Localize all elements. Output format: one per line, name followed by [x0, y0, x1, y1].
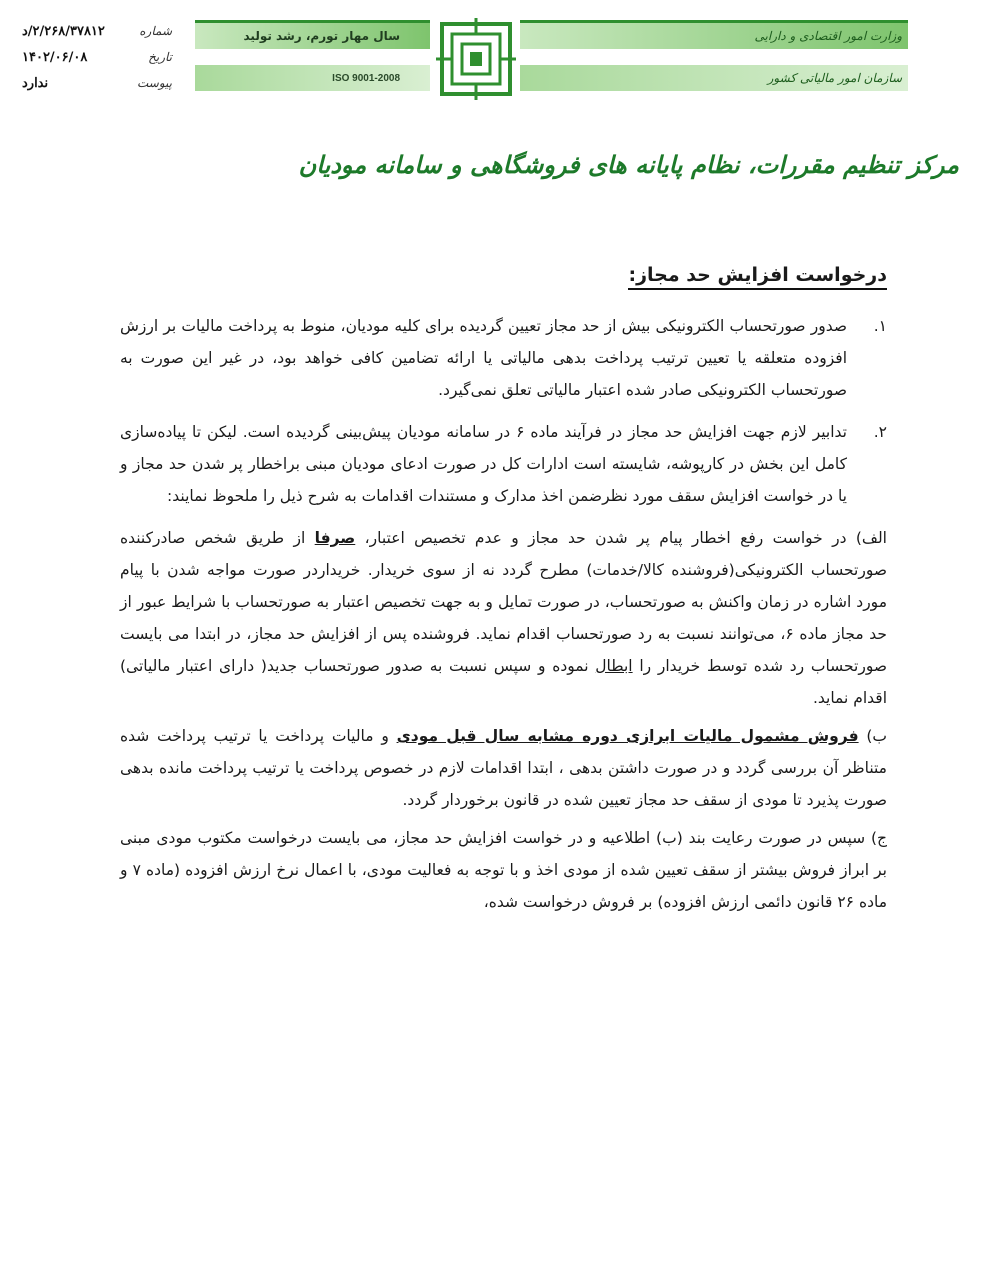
letter-metadata: [22, 18, 172, 96]
alef-text-1: الف) در خواست رفع اخطار پیام پر شدن حد مجاز و عدم تخصیص اعتبار،: [364, 529, 887, 547]
slogan-banner: [195, 20, 430, 105]
item-2-text: تدابیر لازم جهت افزایش حد مجاز در فرآیند ماده ۶ در سامانه مودیان پیش‌بینی گردیده است. لیکن تا پیاده‌سازی کامل این بخش در کارپوشه، شایسته است ادارات کل در صورت ادعای مودیان مبنی براخطار پر شدن حد مجاز و یا در خواست افزایش سقف مورد نظرضمن اخذ مدارک و مستندات اقدامات به شرح ذیل را ملحوظ نمایند:: [120, 423, 847, 505]
date-label: تاریخ: [148, 50, 172, 64]
attachment-label: پیوست: [137, 76, 172, 90]
letter-date-row: [22, 44, 172, 70]
letter-number-row: [22, 18, 172, 44]
item-2-number: ۲.: [873, 423, 887, 441]
jim-text: ج) سپس در صورت رعایت بند (ب) اطلاعیه و در خواست افزایش حد مجاز، می بایست درخواست مکتوب مودی مبنی بر ابراز فروش بیشتر از سقف تعیین شده از مودی اخذ و با توجه به فعالیت مودی، با اعمال نرخ ارزش افزوده (ماده ۷ و ماده ۲۶ قانون دائمی ارزش افزوده) بر فروش درخواست شده،: [120, 829, 887, 911]
tax-organization-emblem-icon: [436, 18, 516, 100]
organization-name: سازمان امور مالیاتی کشور: [767, 71, 902, 85]
letter-attachment-row: [22, 70, 172, 96]
number-value: ۲/۲۶۸/۳۷۸۱۲/د: [22, 23, 105, 39]
iso-band: [195, 65, 430, 91]
letter-heading: درخواست افزایش حد مجاز:: [628, 264, 887, 290]
be-text: و مالیات پرداخت یا ترتیب پرداخت شده متناظر آن بررسی گردد و در صورت داشتن بدهی ، ابتدا اقدامات لازم در خصوص پرداخت یا ترتیب پرداخت مانده بدهی صورت پذیرد تا مودی از سقف حد مجاز تعیین شده در قانون برخوردار گردد.: [120, 727, 887, 809]
item-1-text: صدور صورتحساب الکترونیکی بیش از حد مجاز تعیین گردیده برای کلیه مودیان، منوط به پرداخت مالیات بر ارزش افزوده متعلقه یا تعیین ترتیب پرداخت بدهی مالیاتی یا ارائه تضامین کافی خواهد بود، در غیر این صورت به صورتحساب الکترونیکی صادر شده اعتبار مالیاتی تعلق نمی‌گیرد.: [120, 317, 847, 399]
ministry-name: وزارت امور اقتصادی و دارایی: [754, 29, 902, 43]
alef-text-2: از طریق شخص صادرکننده صورتحساب الکترونیکی(فروشنده کالا/خدمات) مطرح گردد نه از سوی خریدار. خریداردر صورت مواجه شدن با پیام مورد اشاره در زمان واکنش به صورتحساب، در صورت تمایل و به جهت تخصیص اعتبار به صورتحساب با شرایط عبور از حد مجاز ماده ۶، می‌توانند نسبت به رد صورتحساب اقدام نماید. فروشنده پس از افزایش حد مجاز، در ابتدا می بایست صورتحساب رد شده توسط خریدار را: [120, 529, 888, 675]
date-value: ۱۴۰۲/۰۶/۰۸: [22, 49, 88, 65]
sub-item-be: [120, 720, 887, 816]
ministry-band: [520, 23, 908, 49]
item-1-number: ۱.: [873, 317, 887, 335]
item-2: [120, 416, 887, 512]
be-emphasis: فروش مشمول مالیات ابرازی دوره مشابه سال قبل مودی: [396, 727, 859, 745]
number-label: شماره: [139, 24, 172, 38]
attachment-value: ندارد: [22, 75, 49, 91]
slogan-band: [195, 23, 430, 49]
alef-underline: ابطال: [595, 657, 633, 675]
be-label: ب): [866, 727, 887, 745]
letter-body: [120, 310, 887, 924]
item-1: [120, 310, 887, 406]
slogan-text: سال مهار تورم، رشد تولید: [243, 29, 400, 43]
alef-emphasis: صرفا: [314, 529, 356, 547]
sub-item-jim: [120, 822, 887, 918]
center-title: مرکز تنظیم مقررات، نظام پایانه های فروشگاهی و سامانه مودیان: [298, 150, 959, 179]
alef-text-3: نموده و سپس نسبت به صدور صورتحساب جدید( دارای اعتبار مالیاتی) اقدام نماید.: [120, 657, 887, 707]
sub-item-alef: [120, 522, 887, 714]
organization-band: [520, 65, 908, 91]
iso-text: ISO 9001-2008: [332, 72, 400, 84]
ministry-banner: [520, 20, 908, 105]
